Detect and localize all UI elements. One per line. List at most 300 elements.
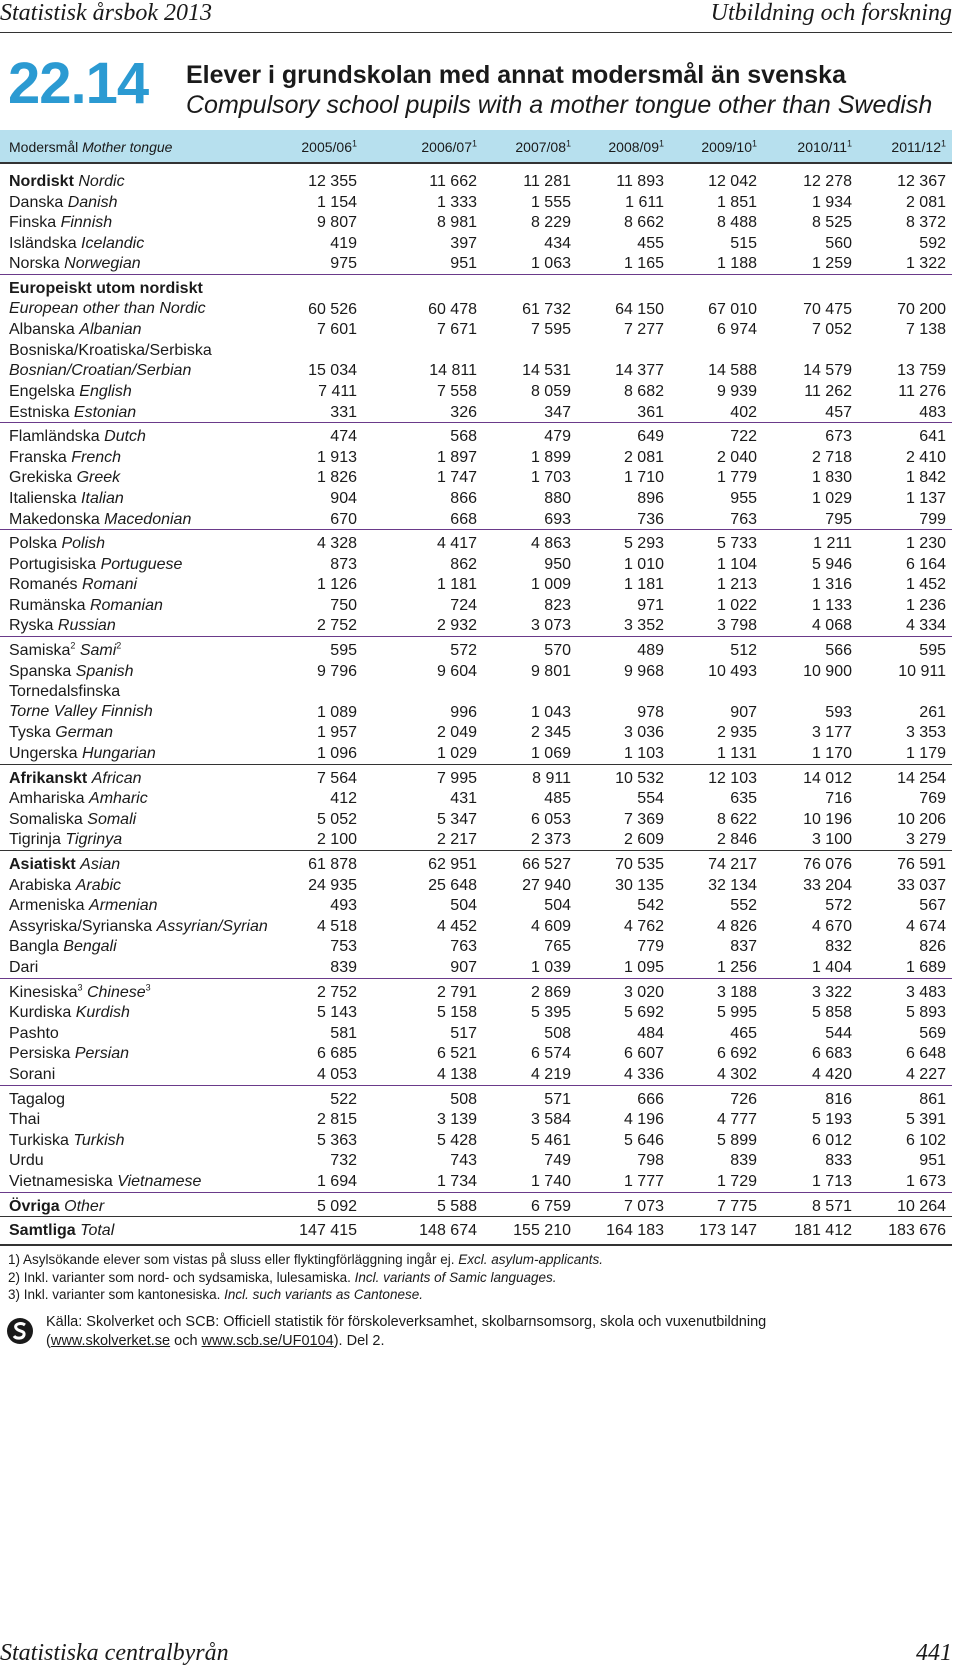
table-cell: 795	[825, 510, 852, 528]
header-year	[762, 139, 852, 155]
table-cell: 33 204	[803, 876, 852, 894]
table-cell: 3 584	[530, 1111, 571, 1129]
table-cell: 1 104	[716, 555, 757, 573]
table-cell: 1 259	[811, 255, 852, 273]
table-row	[0, 829, 952, 851]
table-cell: 763	[450, 938, 477, 956]
table-cell: 4 609	[530, 917, 571, 935]
table-cell: 570	[544, 642, 571, 660]
table-cell: 907	[450, 958, 477, 976]
table-cell: 1 777	[623, 1172, 664, 1190]
table-cell: 60 526	[308, 300, 357, 318]
row-label-en: Kurdish	[75, 1004, 130, 1022]
table-cell: 479	[544, 428, 571, 446]
table-cell: 64 150	[615, 300, 664, 318]
footnote-en: Incl. variants of Samic languages.	[354, 1269, 557, 1285]
table-cell: 9 968	[623, 662, 664, 680]
table-cell: 62 951	[428, 856, 477, 873]
table-cell: 1 010	[623, 555, 664, 573]
row-footnote-mark: 3	[77, 982, 83, 993]
table-row	[0, 681, 952, 722]
header-year	[667, 139, 757, 155]
row-label-sv: Sorani	[9, 1065, 56, 1083]
source-and: och	[170, 1332, 202, 1349]
table-cell: 798	[637, 1152, 664, 1170]
table-cell: 6 164	[905, 555, 946, 573]
table-cell: 765	[544, 938, 571, 956]
table-cell: 12 367	[897, 173, 946, 190]
table-cell: 8 059	[530, 382, 571, 400]
table-cell: 61 732	[522, 300, 571, 318]
row-footnote-mark: 3	[145, 982, 151, 993]
table-cell: 693	[544, 510, 571, 528]
table-cell: 508	[544, 1024, 571, 1042]
table-cell: 2 752	[316, 983, 357, 1001]
table-row	[0, 319, 952, 340]
row-label-sv: Bangla	[9, 938, 59, 956]
header-year	[267, 139, 357, 155]
table-cell: 5 946	[811, 555, 852, 573]
table-cell: 10 196	[803, 810, 852, 828]
table-cell: 1 897	[436, 448, 477, 466]
table-cell: 592	[919, 234, 946, 252]
header-year	[574, 139, 664, 155]
table-cell: 1 934	[811, 193, 852, 211]
footnote-sv: 2) Inkl. varianter som nord- och sydsamiska, lulesamiska.	[8, 1269, 351, 1285]
row-label-en: Assyrian/Syrian	[156, 917, 268, 935]
table-cell: 74 217	[708, 856, 757, 873]
table-cell: 5 193	[811, 1111, 852, 1129]
table-cell: 1 133	[811, 596, 852, 614]
row-label-en: Turkish	[73, 1131, 125, 1149]
table-cell: 4 452	[436, 917, 477, 935]
table-cell: 649	[637, 428, 664, 446]
footnote-en: Excl. asylum-applicants.	[458, 1252, 604, 1267]
table-cell: 484	[637, 1024, 664, 1042]
table-cell: 8 662	[623, 214, 664, 232]
header-year-label: 2007/08	[515, 139, 566, 155]
table-row	[0, 447, 952, 468]
table-cell: 2 081	[623, 448, 664, 466]
row-label	[9, 876, 121, 897]
table-cell: 5 158	[436, 1004, 477, 1022]
row-label	[9, 341, 212, 362]
table-cell: 1 063	[530, 255, 571, 273]
table-cell: 3 100	[811, 831, 852, 849]
row-label-en: Polish	[61, 535, 106, 553]
table-cell: 7 995	[436, 769, 477, 787]
header-footnote-mark: 1	[565, 138, 571, 149]
table-cell: 5 428	[436, 1131, 477, 1149]
row-label-en: Albanian	[79, 321, 142, 339]
table-cell: 12 103	[708, 769, 757, 787]
row-label-sv: Samiska	[9, 642, 71, 660]
table-cell: 716	[825, 790, 852, 808]
row-label	[9, 1003, 130, 1024]
row-label-en: Chinese	[86, 983, 146, 1001]
table-cell: 571	[544, 1090, 571, 1108]
table-cell: 8 981	[436, 214, 477, 232]
footnote	[8, 1251, 603, 1269]
link-skolverket[interactable]: www.skolverket.se	[50, 1332, 171, 1349]
table-cell: 1 694	[316, 1172, 357, 1190]
table-cell: 66 527	[522, 856, 571, 873]
table-row	[0, 340, 952, 381]
table-cell: 950	[544, 555, 571, 573]
table-cell: 1 404	[811, 958, 852, 976]
header-year-label: 2008/09	[608, 139, 659, 155]
row-label-sv: Spanska	[9, 662, 72, 680]
table-cell: 14 588	[708, 362, 757, 380]
row-label	[9, 896, 158, 917]
table-cell: 30 135	[615, 876, 664, 894]
table-cell: 1 703	[530, 469, 571, 487]
table-cell: 8 571	[811, 1197, 852, 1215]
table-cell: 8 622	[716, 810, 757, 828]
table-cell: 1 069	[530, 745, 571, 763]
row-label-sv: Engelska	[9, 382, 75, 400]
table-cell: 1 165	[623, 255, 664, 273]
table-cell: 1 230	[905, 535, 946, 553]
table-cell: 183 676	[888, 1222, 946, 1240]
table-cell: 12 278	[803, 173, 852, 190]
footnote	[8, 1286, 603, 1304]
row-label-sv: Italienska	[9, 489, 77, 507]
table-cell: 10 532	[615, 769, 664, 787]
table-cell: 1 713	[811, 1172, 852, 1190]
row-label-sv: Pashto	[9, 1024, 59, 1042]
table-cell: 595	[919, 642, 946, 660]
table-cell: 873	[330, 555, 357, 573]
row-label	[9, 234, 144, 255]
row-label-en: Asian	[80, 856, 121, 873]
table-header	[0, 130, 952, 164]
table-cell: 4 334	[905, 617, 946, 635]
table-cell: 951	[450, 255, 477, 273]
table-cell: 833	[825, 1152, 852, 1170]
row-label-sv: Rumänska	[9, 596, 86, 614]
row-label	[9, 682, 120, 703]
table-cell: 896	[637, 489, 664, 507]
table-cell: 173 147	[699, 1222, 757, 1240]
header-year-label: 2005/06	[301, 139, 352, 155]
table-cell: 14 012	[803, 769, 852, 787]
source-tail: ). Del 2.	[333, 1332, 385, 1349]
row-label-en: Amharic	[89, 790, 148, 808]
row-label-en: Spanish	[75, 662, 134, 680]
row-label-sv: Dari	[9, 958, 39, 976]
table-cell: 261	[919, 703, 946, 721]
table-cell: 512	[730, 642, 757, 660]
row-label-sv: Norska	[9, 255, 60, 273]
row-label-sv: Makedonska	[9, 510, 100, 528]
row-label	[9, 1131, 125, 1152]
row-label-en: Armenian	[89, 897, 158, 915]
table-cell: 5 092	[316, 1197, 357, 1215]
row-label-sv: Turkiska	[9, 1131, 69, 1149]
table-cell: 1 043	[530, 703, 571, 721]
table-cell: 593	[825, 703, 852, 721]
row-label	[9, 830, 122, 851]
table-cell: 147 415	[299, 1222, 357, 1240]
table-cell: 7 601	[316, 321, 357, 339]
row-label	[9, 382, 132, 403]
row-label	[9, 320, 142, 341]
table-cell: 837	[730, 938, 757, 956]
table-cell: 326	[450, 403, 477, 421]
row-label-en: Norwegian	[64, 255, 141, 273]
table-cell: 7 052	[811, 321, 852, 339]
table-cell: 4 670	[811, 917, 852, 935]
table-cell: 732	[330, 1152, 357, 1170]
table-cell: 6 759	[530, 1197, 571, 1215]
table-cell: 8 911	[532, 769, 571, 787]
table-row	[0, 661, 952, 682]
table-cell: 5 363	[316, 1131, 357, 1149]
table-row	[0, 253, 952, 275]
row-label-sv: Romanés	[9, 576, 78, 594]
footnote-sv: 1) Asylsökande elever som vistas på sluss eller flyktingförläggning ingår ej.	[8, 1252, 455, 1267]
table-row	[0, 1150, 952, 1171]
table-cell: 164 183	[606, 1222, 664, 1240]
running-head-right: Utbildning och forskning	[710, 0, 952, 26]
table-cell: 1 029	[436, 745, 477, 763]
running-head	[0, 0, 952, 33]
table-cell: 485	[544, 790, 571, 808]
row-label	[9, 1090, 65, 1111]
table-cell: 10 206	[897, 810, 946, 828]
table-cell: 8 488	[716, 214, 757, 232]
header-year-label: 2011/12	[891, 139, 941, 155]
table-row	[0, 640, 952, 661]
table-cell: 799	[919, 510, 946, 528]
row-label	[9, 448, 121, 469]
table-cell: 7 073	[623, 1197, 664, 1215]
table-cell: 1 452	[905, 576, 946, 594]
table-cell: 1 096	[316, 745, 357, 763]
table-cell: 4 336	[623, 1065, 664, 1083]
row-label	[9, 769, 142, 790]
table-cell: 508	[450, 1090, 477, 1108]
table-cell: 567	[919, 897, 946, 915]
table-cell: 955	[730, 489, 757, 507]
header-footnote-mark: 1	[471, 138, 477, 149]
table-cell: 1 256	[716, 958, 757, 976]
table-cell: 823	[544, 596, 571, 614]
table-cell: 1 689	[905, 958, 946, 976]
table-cell: 641	[919, 428, 946, 446]
row-label-en: Romanian	[89, 596, 163, 614]
table-cell: 1 029	[811, 489, 852, 507]
row-label-en: English	[79, 382, 132, 400]
table-cell: 552	[730, 897, 757, 915]
table-cell: 155 210	[513, 1222, 571, 1240]
row-label-en: Icelandic	[81, 234, 145, 252]
table-cell: 3 188	[716, 983, 757, 1001]
table-cell: 750	[330, 596, 357, 614]
table-cell: 2 609	[623, 831, 664, 849]
table-cell: 5 995	[716, 1004, 757, 1022]
table-row	[0, 1043, 952, 1064]
table-row	[0, 554, 952, 575]
row-label	[9, 534, 105, 555]
row-label-en: Bengali	[63, 938, 117, 956]
table-cell: 832	[825, 938, 852, 956]
table-cell: 6 521	[436, 1045, 477, 1063]
table-cell: 6 607	[623, 1045, 664, 1063]
table-cell: 60 478	[428, 300, 477, 318]
table-cell: 1 830	[811, 469, 852, 487]
table-cell: 9 801	[530, 662, 571, 680]
row-label-sv: Somaliska	[9, 810, 83, 828]
row-label-en: Portuguese	[100, 555, 183, 573]
title-block	[186, 60, 946, 120]
table-cell: 5 646	[623, 1131, 664, 1149]
row-label	[9, 937, 117, 958]
table-cell: 361	[637, 403, 664, 421]
table-cell: 2 410	[905, 448, 946, 466]
table-cell: 724	[450, 596, 477, 614]
running-head-left: Statistisk årsbok 2013	[0, 0, 213, 26]
table-cell: 880	[544, 489, 571, 507]
table-cell: 8 372	[905, 214, 946, 232]
row-label	[9, 172, 125, 193]
row-label-en: Dutch	[104, 428, 146, 446]
row-label-sv: Tagalog	[9, 1090, 66, 1108]
row-label	[9, 279, 203, 300]
table-cell: 3 279	[905, 831, 946, 849]
table-cell: 2 040	[716, 448, 757, 466]
table-cell: 515	[730, 234, 757, 252]
table-cell: 6 974	[716, 321, 757, 339]
table-cell: 10 493	[708, 662, 757, 680]
row-label-sv: Asiatiskt	[9, 856, 76, 873]
table-cell: 474	[330, 428, 357, 446]
table-cell: 951	[919, 1152, 946, 1170]
table-cell: 862	[450, 555, 477, 573]
page-number: 441	[916, 1640, 952, 1666]
table-cell: 14 811	[429, 362, 477, 380]
table-cell: 14 579	[803, 362, 852, 380]
table-cell: 11 276	[898, 382, 946, 400]
table-cell: 483	[919, 403, 946, 421]
table-cell: 4 518	[316, 917, 357, 935]
row-label	[9, 1065, 55, 1086]
source-paren: (	[46, 1332, 51, 1349]
table-cell: 6 574	[530, 1045, 571, 1063]
row-label	[9, 403, 136, 424]
table-cell: 1 126	[316, 576, 357, 594]
row-label-sv: Bosniska/Kroatiska/Serbiska	[9, 341, 212, 359]
table-cell: 1 211	[813, 535, 852, 553]
table-cell: 5 143	[316, 1004, 357, 1022]
table-cell: 581	[330, 1024, 357, 1042]
table-cell: 2 345	[530, 724, 571, 742]
table-cell: 4 417	[436, 535, 477, 553]
table-cell: 7 564	[316, 769, 357, 787]
table-cell: 572	[825, 897, 852, 915]
table-cell: 839	[730, 1152, 757, 1170]
table-cell: 2 869	[530, 983, 571, 1001]
row-label	[9, 958, 38, 979]
row-label	[9, 427, 146, 448]
table-cell: 4 053	[316, 1065, 357, 1083]
table-cell: 11 893	[616, 173, 664, 190]
table-cell: 1 322	[905, 255, 946, 273]
table-row	[0, 768, 952, 789]
row-label-sv: Assyriska/Syrianska	[9, 917, 153, 935]
table-cell: 1 179	[905, 745, 946, 763]
row-label-en: Romani	[81, 576, 138, 594]
row-label-en: Italian	[81, 489, 124, 507]
table-cell: 70 475	[803, 300, 852, 318]
row-label	[9, 1044, 129, 1065]
table-cell: 816	[825, 1090, 852, 1108]
table-row	[0, 533, 952, 554]
table-cell: 8 525	[811, 214, 852, 232]
row-label	[9, 789, 148, 810]
table-body	[0, 171, 952, 1246]
table-cell: 6 102	[905, 1131, 946, 1149]
row-label-en: European other than Nordic	[9, 299, 206, 317]
table-cell: 1 170	[811, 745, 852, 763]
header-mother-tongue	[9, 139, 172, 155]
table-cell: 504	[544, 897, 571, 915]
table-cell: 76 591	[897, 856, 946, 873]
table-row	[0, 171, 952, 192]
row-label	[9, 489, 124, 510]
header-year	[387, 139, 477, 155]
table-cell: 7 277	[623, 321, 664, 339]
row-footnote-mark: 2	[70, 640, 76, 651]
link-scb[interactable]: www.scb.se/UF0104	[201, 1332, 334, 1349]
table-cell: 7 558	[436, 382, 477, 400]
table-cell: 1 131	[716, 745, 757, 763]
table-cell: 1 729	[716, 1172, 757, 1190]
row-label-en: Vietnamese	[117, 1172, 202, 1190]
table-cell: 67 010	[708, 300, 757, 318]
table-cell: 5 347	[436, 810, 477, 828]
table-cell: 4 674	[905, 917, 946, 935]
row-label-line2	[9, 361, 191, 382]
row-label-sv: Franska	[9, 448, 67, 466]
row-label-en: Total	[80, 1222, 115, 1240]
table-cell: 2 049	[436, 724, 477, 742]
table-cell: 566	[825, 642, 852, 660]
row-label-en: German	[55, 724, 114, 742]
table-row	[0, 192, 952, 213]
row-label	[9, 917, 268, 938]
table-cell: 1 673	[905, 1172, 946, 1190]
row-label-sv: Armeniska	[9, 897, 85, 915]
table-cell: 1 188	[716, 255, 757, 273]
footnote	[8, 1269, 603, 1287]
table-row	[0, 916, 952, 937]
header-year	[856, 139, 946, 155]
table-cell: 2 935	[716, 724, 757, 742]
table-cell: 3 352	[623, 617, 664, 635]
table-cell: 542	[637, 897, 664, 915]
row-label	[9, 1221, 114, 1242]
table-cell: 4 826	[716, 917, 757, 935]
table-cell: 12 042	[708, 173, 757, 190]
row-label-sv: Persiska	[9, 1045, 71, 1063]
table-cell: 5 395	[530, 1004, 571, 1022]
table-cell: 1 022	[716, 596, 757, 614]
table-cell: 24 935	[308, 876, 357, 894]
table-cell: 7 138	[905, 321, 946, 339]
table-cell: 1 734	[436, 1172, 477, 1190]
